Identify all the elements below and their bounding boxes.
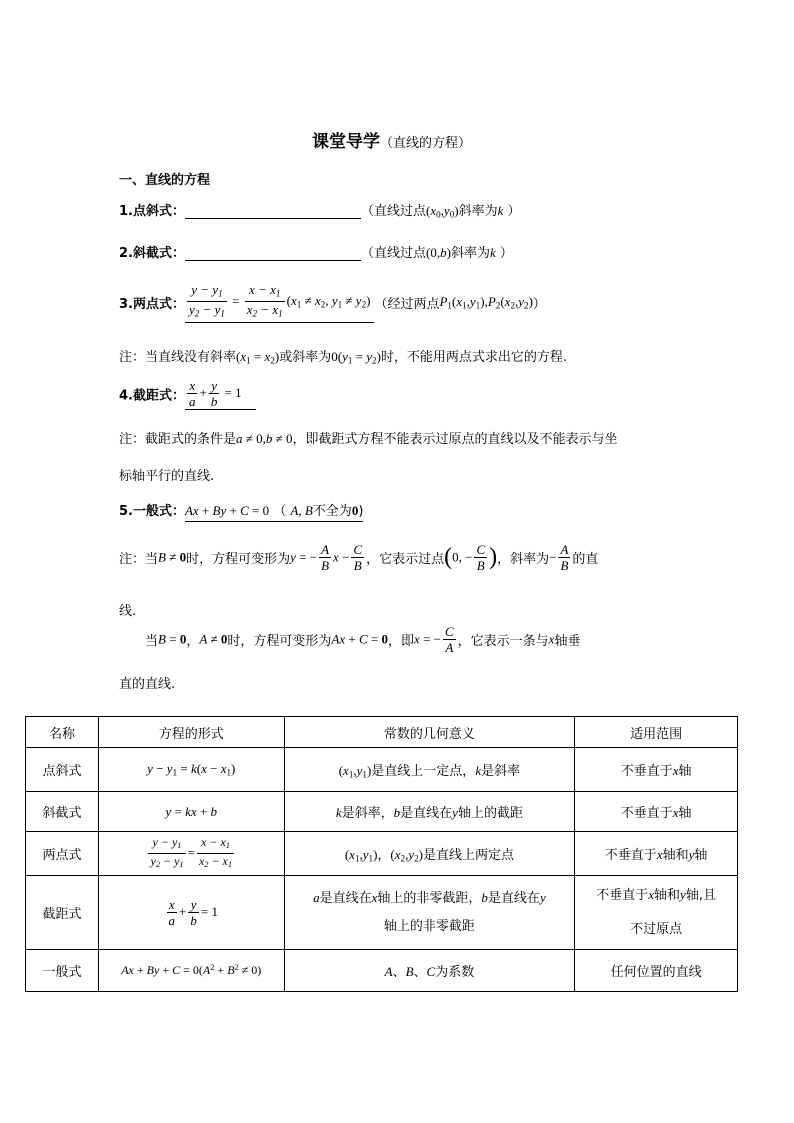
scope-r2b: 轴 xyxy=(678,806,692,821)
header-scope: 适用范围 xyxy=(575,717,738,748)
meaning-r5: 为系数 xyxy=(435,965,475,980)
header-meaning: 常数的几何意义 xyxy=(284,717,575,748)
note-general-b: 注：当B ≠ 0时，方程可变形为y = − $\frac{A}{B}$ x − $\frac{C}{B}$ ，它表示过点(0, − $\frac{C}{B}$ )，斜率为− $\frac{A}{B}$ 的直 xyxy=(119,542,599,573)
row-meaning: $(x_1,y_1)$是直线上一定点，k是斜率 xyxy=(284,748,575,792)
note4-e: ，它表示一条与 xyxy=(457,634,549,649)
row-scope: 不垂直于x轴和y轴 xyxy=(575,832,738,876)
row-name: 斜截式 xyxy=(26,792,99,832)
note-two-point: 注：当直线没有斜率$(x_1 = x_2)$或斜率为$0(y_1 = y_2)$时，不能用两点式求出它的方程. xyxy=(119,349,568,366)
general-formula: Ax + By + C = 0 （ A, B不全为0) xyxy=(185,504,363,522)
row-scope: 不垂直于x轴和y轴,且 不过原点 xyxy=(575,876,738,950)
note4-d: ，即 xyxy=(388,634,415,649)
row-form: $\frac{y - y_1}{y_2 - y_1}$ = $\frac{x - x_1}{x_2 - x_1}$ xyxy=(98,832,284,876)
scope-r4a: 不垂直于 xyxy=(596,888,649,903)
intercept-line xyxy=(119,378,256,410)
row-name: 点斜式 xyxy=(26,748,99,792)
two-point-formula: $\frac{y - y_1}{y_2 - y_1}$ = $\frac{x - x_1}{x_2 - x_1}$ ($x_1 \ne x_2$, $y_1 \ne y_2$) xyxy=(185,282,374,323)
meaning-r2b: 是直线在 xyxy=(400,806,453,821)
meaning-r4d: 轴上的非零截距 xyxy=(383,919,475,934)
row-scope: 任何位置的直线 xyxy=(575,950,738,992)
meaning-r3: 是直线上两定点 xyxy=(422,847,514,863)
scope-r4b: 轴和 xyxy=(654,888,681,903)
table-row xyxy=(26,950,738,992)
row-name: 截距式 xyxy=(26,876,99,950)
row-name: 两点式 xyxy=(26,832,99,876)
row-form: y = kx + b xyxy=(98,792,284,832)
scope-r3a: 不垂直于 xyxy=(604,848,657,863)
table-header-row xyxy=(26,717,738,748)
meaning-r4b: 轴上的非零截距， xyxy=(377,891,482,906)
row-name: 一般式 xyxy=(26,950,99,992)
scope-r1b: 轴 xyxy=(678,764,692,779)
note-general-b-zero: 当B = 0，A ≠ 0时，方程可变形为Ax + C = 0，即x = − $\frac{C}{A}$ ，它表示一条与x轴垂 xyxy=(145,624,581,655)
scope-r3c: 轴 xyxy=(694,848,708,863)
intercept-label: 4.截距式： xyxy=(119,388,185,404)
meaning-r1b: 是斜率 xyxy=(481,763,521,779)
meaning-r4a: 是直线在 xyxy=(319,891,372,906)
two-point-line: 3.两点式： $\frac{y - y_1}{y_2 - y_1}$ = $\frac{x - x_1}{x_2 - x_1}$ ($x_1 \ne x_2$, $y_1 \ne y_2$) （经过两点$P_1(x_1,y_1),P_2(x_2,y_2)$） xyxy=(119,282,546,323)
note1-a: 注：当直线没有斜率 xyxy=(119,350,237,365)
scope-r2: 不垂直于 xyxy=(620,806,673,821)
line-equation-table xyxy=(25,716,738,992)
point-slope-label: 1.点斜式： xyxy=(119,204,185,219)
point-slope-note: （直线过点 xyxy=(360,204,426,219)
note3-e: 的直 xyxy=(572,552,599,567)
row-meaning: $(x_1,y_1)$，$(x_2,y_2)$是直线上两定点 xyxy=(284,832,575,876)
note4-f: 轴垂 xyxy=(554,634,581,649)
intercept-formula: $\frac{x}{a}$ + $\frac{y}{b}$ = 1 xyxy=(185,378,256,410)
note3-c: ，它表示过点 xyxy=(366,552,445,567)
table-row xyxy=(26,792,738,832)
note2-a: 注：截距式的条件是 xyxy=(119,432,237,447)
note2-b: ，即截距式方程不能表示过原点的直线以及不能表示与坐 xyxy=(292,432,618,447)
slope-intercept-label: 2.斜截式： xyxy=(119,246,185,261)
scope-r1: 不垂直于 xyxy=(620,764,673,779)
slope-intercept-note-suffix: 斜率为 xyxy=(450,246,490,261)
point-slope-note-suffix: 斜率为 xyxy=(458,204,498,219)
meaning-r1: 是直线上一定点， xyxy=(371,763,476,779)
header-form: 方程的形式 xyxy=(98,717,284,748)
meaning-r2c: 轴上的截距 xyxy=(457,806,523,821)
header-name: 名称 xyxy=(26,717,99,748)
general-cond: 不全为 xyxy=(312,504,352,519)
row-form: $Ax + By + C = 0(A^2 + B^2 \ne 0)$ xyxy=(98,950,284,992)
note3-a: 注：当 xyxy=(119,552,159,567)
table-row xyxy=(26,876,738,950)
note4-c: 时，方程可变形为 xyxy=(227,634,332,649)
row-form: $y - y_1 = k(x - x_1)$ xyxy=(98,748,284,792)
slope-intercept-blank xyxy=(185,246,361,261)
two-point-label: 3.两点式： xyxy=(119,296,185,312)
point-slope-blank xyxy=(185,204,361,219)
slope-intercept-note: （直线过点 xyxy=(360,246,426,261)
row-meaning: k是斜率，b是直线在y轴上的截距 xyxy=(284,792,575,832)
note1-c: 时，不能用两点式求出它的方程. xyxy=(380,350,568,365)
table-row xyxy=(26,748,738,792)
point-slope-line: 1.点斜式： （直线过点$(x_0,y_0)$斜率为k ） xyxy=(119,203,521,220)
table-row xyxy=(26,832,738,876)
note-intercept-cont: 标轴平行的直线. xyxy=(119,469,215,484)
scope-r4d: 不过原点 xyxy=(630,922,683,937)
note-general-b-zero-cont: 直的直线. xyxy=(119,677,176,692)
note4-a: 当 xyxy=(145,634,159,649)
row-meaning: a是直线在x轴上的非零截距，b是直线在y 轴上的非零截距 xyxy=(284,876,575,950)
note-general-b-cont: 线. xyxy=(119,604,137,619)
section-heading: 一、直线的方程 xyxy=(119,173,211,188)
slope-intercept-line: 2.斜截式： （直线过点(0,b)斜率为k ） xyxy=(119,245,513,261)
page-title xyxy=(312,127,471,152)
general-line xyxy=(119,500,363,519)
note1-b: 或斜率为 xyxy=(279,350,332,365)
note3-b: 时，方程可变形为 xyxy=(186,552,291,567)
title-sub: （直线的方程） xyxy=(380,136,472,151)
row-form: $\frac{x}{a}$ + $\frac{y}{b}$ = 1 xyxy=(98,876,284,950)
scope-r3b: 轴和 xyxy=(662,848,689,863)
row-meaning: A、B、C为系数 xyxy=(284,950,575,992)
two-point-note-suffix: ） xyxy=(532,296,546,312)
meaning-r4c: 是直线在 xyxy=(487,891,540,906)
general-label: 5.一般式： xyxy=(119,504,185,519)
title-main: 课堂导学 xyxy=(312,132,380,152)
row-scope: 不垂直于x轴 xyxy=(575,748,738,792)
note4-b: ， xyxy=(186,634,200,649)
row-scope: 不垂直于x轴 xyxy=(575,792,738,832)
scope-r4c: 轴,且 xyxy=(685,888,716,903)
meaning-r2a: 是斜率， xyxy=(341,806,394,821)
two-point-note: （经过两点 xyxy=(374,296,440,312)
note3-d: ，斜率为 xyxy=(497,552,550,567)
note-intercept: 注：截距式的条件是a ≠ 0,b ≠ 0，即截距式方程不能表示过原点的直线以及不能表示与坐 xyxy=(119,431,618,447)
